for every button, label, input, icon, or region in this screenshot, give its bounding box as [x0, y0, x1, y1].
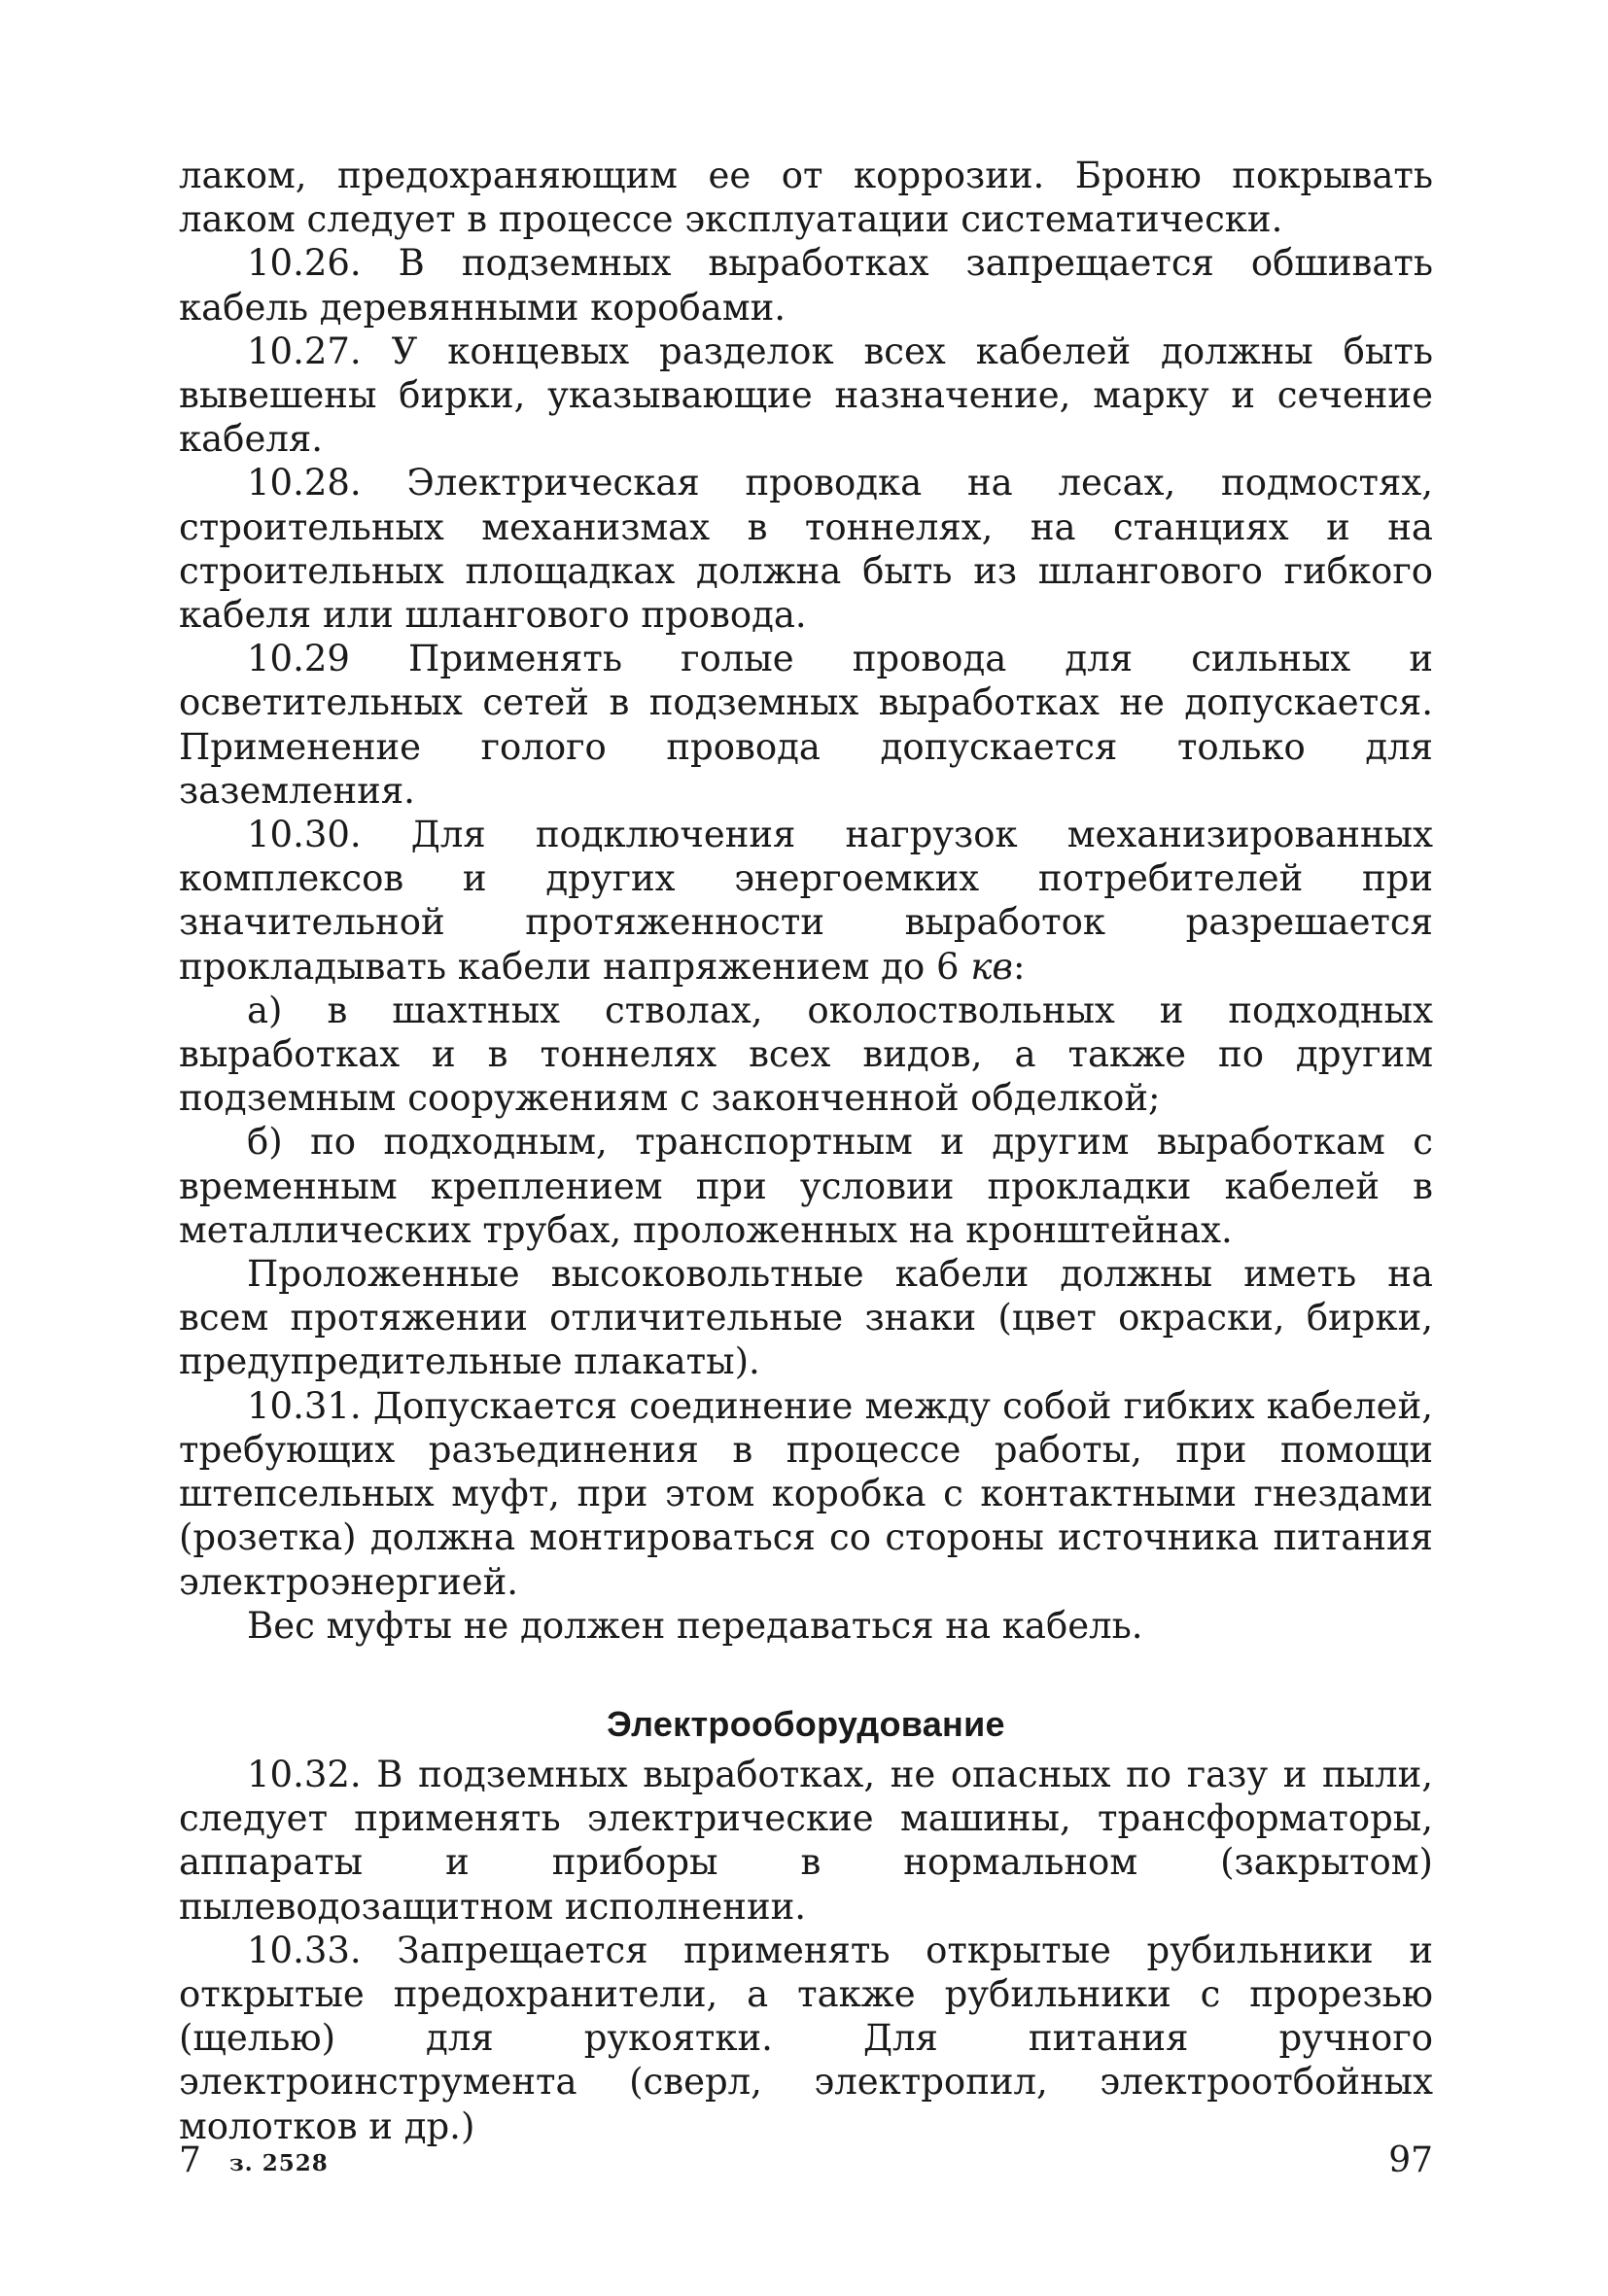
paragraph-10-26: 10.26. В подземных выработках запрещается обшивать кабель деревянными коробами.	[179, 242, 1433, 329]
paragraph-10-29: 10.29 Применять голые провода для сильных и осветительных сетей в подземных выработках не допускается. Применение голого провода допускается только для заземления.	[179, 638, 1433, 812]
paragraph-10-28: 10.28. Электрическая проводка на лесах, подмостях, строительных механизмах в тоннелях, на станциях и на строительных площадках должна быть из шлангового гибкого кабеля или шлангового провода.	[179, 462, 1433, 637]
print-order-code: з. 2528	[229, 2150, 329, 2176]
signature-number: 7	[179, 2140, 201, 2180]
paragraph-continuation: лаком, предохраняющим ее от коррозии. Броню покрывать лаком следует в процессе эксплуатации систематически.	[179, 155, 1433, 241]
list-item-b: б) по подходным, транспортным и другим выработкам с временным креплением при условии прокладки кабелей в металлических трубах, проложенных на кронштейнах.	[179, 1121, 1433, 1251]
unit-kv: кв	[970, 945, 1013, 988]
paragraph-10-30-end: :	[1012, 945, 1026, 988]
list-item-a: а) в шахтных стволах, околоствольных и подходных выработках и в тоннелях всех видов, а также по другим подземным сооружениям с законченной обделкой;	[179, 989, 1433, 1120]
paragraph-10-27: 10.27. У концевых разделок всех кабелей должны быть вывешены бирки, указывающие назначение, марку и сечение кабеля.	[179, 330, 1433, 461]
page-footer	[179, 2139, 1433, 2187]
paragraph-10-32: 10.32. В подземных выработках, не опасных по газу и пыли, следует применять электрические машины, трансформаторы, аппараты и приборы в нормальном (закрытом) пылеводозащитном исполнении.	[179, 1753, 1433, 1928]
paragraph-high-voltage-marks: Проложенные высоковольтные кабели должны иметь на всем протяжении отличительные знаки (цвет окраски, бирки, предупредительные плакаты).	[179, 1253, 1433, 1383]
paragraph-10-33: 10.33. Запрещается применять открытые рубильники и открытые предохранители, а также рубильники с прорезью (щелью) для рукоятки. Для питания ручного электроинструмента (сверл, электропил, электроотбойных молотков и др.)	[179, 1929, 1433, 2147]
paragraph-10-31: 10.31. Допускается соединение между собой гибких кабелей, требующих разъединения в процессе работы, при помощи штепсельных муфт, при этом коробка с контактными гнездами (розетка) должна монтироваться со стороны источника питания электроэнергией.	[179, 1384, 1433, 1603]
section-heading: Электрооборудование	[607, 1703, 1005, 1744]
document-body	[179, 154, 1433, 2148]
page-number: 97	[1388, 2140, 1433, 2180]
paragraph-10-30-text: 10.30. Для подключения нагрузок механизированных комплексов и других энергоемких потребителей при значительной протяженности выработок разрешается прокладывать кабели напряжением до 6	[179, 814, 1433, 988]
paragraph-10-30	[179, 813, 1433, 989]
paragraph-coupling-weight: Вес муфты не должен передаваться на кабель.	[247, 1604, 1143, 1647]
